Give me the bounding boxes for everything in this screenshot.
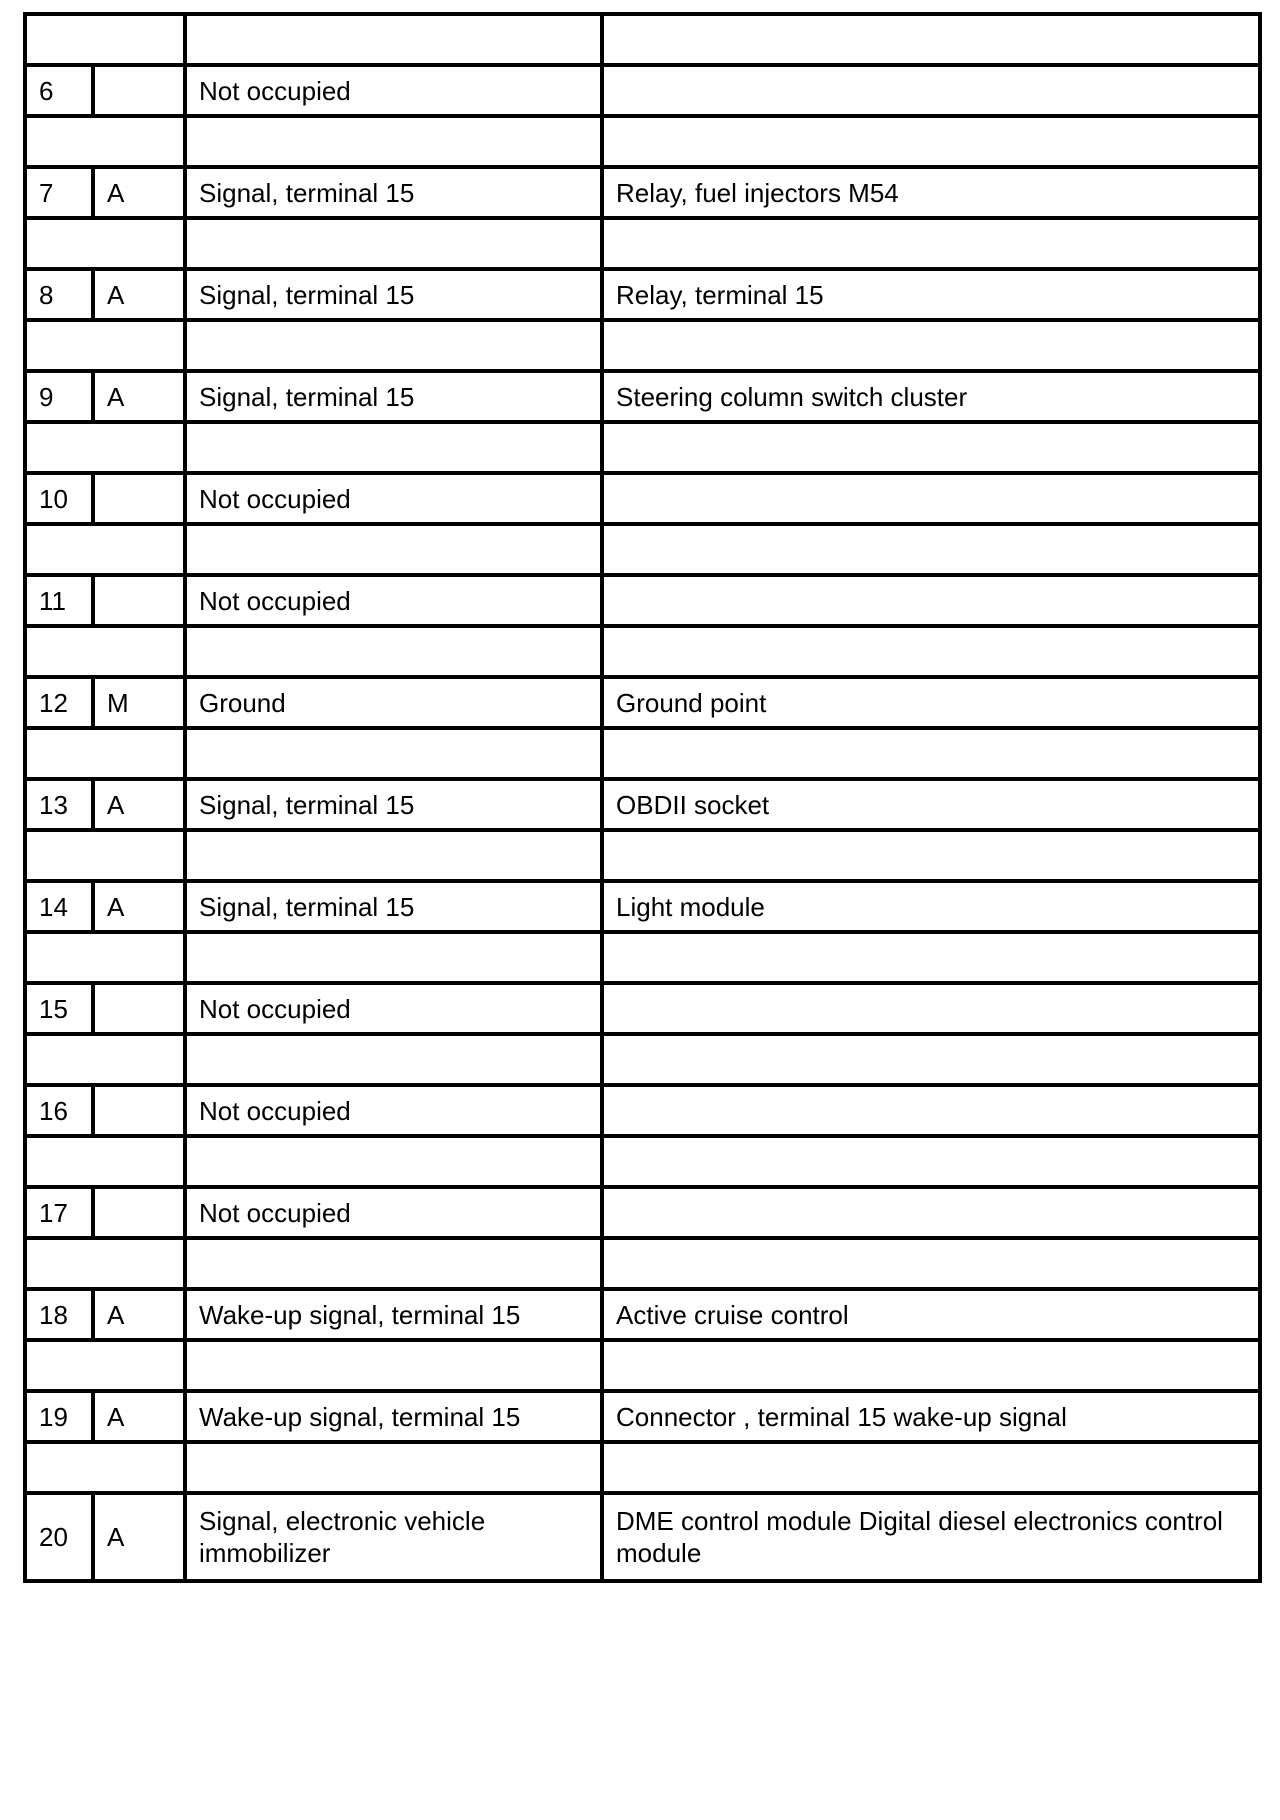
spacer-row [25,116,1260,167]
pin-type-cell: A [93,1493,185,1581]
spacer-cell [602,422,1260,473]
spacer-row [25,1340,1260,1391]
pin-type-cell [93,65,185,116]
spacer-row [25,524,1260,575]
spacer-row [25,14,1260,65]
pin-number-cell: 20 [25,1493,93,1581]
function-cell: Not occupied [185,1085,602,1136]
table-row [25,1289,1260,1340]
connection-cell [602,983,1260,1034]
pin-number-cell: 17 [25,1187,93,1238]
pin-number-cell: 10 [25,473,93,524]
connection-cell: Steering column switch cluster [602,371,1260,422]
spacer-cell [185,14,602,65]
spacer-cell [185,830,602,881]
pin-number-cell: 18 [25,1289,93,1340]
pin-number-cell: 15 [25,983,93,1034]
spacer-cell [602,14,1260,65]
spacer-cell [602,116,1260,167]
function-cell: Signal, terminal 15 [185,167,602,218]
spacer-cell [185,524,602,575]
connection-cell: Connector , terminal 15 wake-up signal [602,1391,1260,1442]
pin-type-cell: A [93,371,185,422]
spacer-cell [25,1340,185,1391]
pin-number-cell: 12 [25,677,93,728]
spacer-cell [25,830,185,881]
spacer-row [25,1238,1260,1289]
spacer-row [25,728,1260,779]
spacer-cell [602,218,1260,269]
spacer-cell [25,1034,185,1085]
function-cell: Signal, terminal 15 [185,779,602,830]
pin-type-cell: A [93,1289,185,1340]
pin-number-cell: 8 [25,269,93,320]
spacer-cell [25,1136,185,1187]
function-cell: Signal, terminal 15 [185,269,602,320]
spacer-cell [185,1238,602,1289]
table-row [25,575,1260,626]
table-row [25,677,1260,728]
table-row [25,65,1260,116]
spacer-cell [25,14,185,65]
function-cell: Not occupied [185,1187,602,1238]
function-cell: Not occupied [185,983,602,1034]
connection-cell [602,65,1260,116]
spacer-cell [602,1034,1260,1085]
pin-number-cell: 9 [25,371,93,422]
spacer-row [25,932,1260,983]
table-row [25,269,1260,320]
function-cell: Signal, electronic vehicle immobilizer [185,1493,602,1581]
function-cell: Signal, terminal 15 [185,371,602,422]
spacer-row [25,320,1260,371]
spacer-row [25,1442,1260,1493]
spacer-cell [25,320,185,371]
pin-type-cell [93,1187,185,1238]
connection-cell: OBDII socket [602,779,1260,830]
spacer-cell [602,728,1260,779]
spacer-row [25,218,1260,269]
spacer-row [25,422,1260,473]
connection-cell [602,1085,1260,1136]
table-row [25,983,1260,1034]
spacer-row [25,1136,1260,1187]
table-row [25,1493,1260,1581]
function-cell: Ground [185,677,602,728]
table-row [25,1085,1260,1136]
connection-cell [602,575,1260,626]
connection-cell: Relay, fuel injectors M54 [602,167,1260,218]
spacer-cell [25,1238,185,1289]
spacer-cell [185,1442,602,1493]
spacer-cell [25,524,185,575]
spacer-cell [602,932,1260,983]
spacer-cell [602,626,1260,677]
spacer-cell [185,1034,602,1085]
connection-cell: Ground point [602,677,1260,728]
spacer-cell [602,320,1260,371]
pin-table-body [25,14,1260,1581]
spacer-row [25,830,1260,881]
pin-number-cell: 11 [25,575,93,626]
table-row [25,779,1260,830]
pin-number-cell: 16 [25,1085,93,1136]
pin-number-cell: 6 [25,65,93,116]
pin-number-cell: 7 [25,167,93,218]
pin-type-cell: M [93,677,185,728]
connection-cell: DME control module Digital diesel electronics control module [602,1493,1260,1581]
pin-type-cell [93,473,185,524]
spacer-row [25,626,1260,677]
spacer-cell [185,932,602,983]
connection-cell [602,1187,1260,1238]
pin-type-cell [93,983,185,1034]
pin-type-cell: A [93,167,185,218]
pin-assignment-table [23,12,1262,1583]
function-cell: Not occupied [185,575,602,626]
table-row [25,371,1260,422]
spacer-cell [602,1136,1260,1187]
spacer-cell [185,116,602,167]
spacer-cell [25,116,185,167]
spacer-cell [25,932,185,983]
function-cell: Wake-up signal, terminal 15 [185,1289,602,1340]
pin-number-cell: 13 [25,779,93,830]
spacer-cell [25,728,185,779]
spacer-cell [185,1136,602,1187]
pin-number-cell: 14 [25,881,93,932]
table-row [25,1391,1260,1442]
spacer-cell [25,422,185,473]
spacer-cell [602,1238,1260,1289]
table-row [25,881,1260,932]
spacer-cell [602,524,1260,575]
spacer-cell [25,218,185,269]
spacer-cell [602,1340,1260,1391]
pin-type-cell: A [93,269,185,320]
function-cell: Not occupied [185,65,602,116]
spacer-cell [185,320,602,371]
spacer-cell [185,728,602,779]
spacer-cell [185,1340,602,1391]
connection-cell [602,473,1260,524]
pin-type-cell: A [93,1391,185,1442]
pin-type-cell [93,1085,185,1136]
table-row [25,167,1260,218]
table-row [25,473,1260,524]
pin-type-cell: A [93,779,185,830]
function-cell: Wake-up signal, terminal 15 [185,1391,602,1442]
function-cell: Signal, terminal 15 [185,881,602,932]
connection-cell: Active cruise control [602,1289,1260,1340]
spacer-cell [25,1442,185,1493]
spacer-row [25,1034,1260,1085]
spacer-cell [185,218,602,269]
spacer-cell [185,422,602,473]
pin-number-cell: 19 [25,1391,93,1442]
connection-cell: Relay, terminal 15 [602,269,1260,320]
spacer-cell [25,626,185,677]
spacer-cell [602,1442,1260,1493]
connection-cell: Light module [602,881,1260,932]
table-row [25,1187,1260,1238]
pin-type-cell [93,575,185,626]
function-cell: Not occupied [185,473,602,524]
spacer-cell [602,830,1260,881]
pin-type-cell: A [93,881,185,932]
spacer-cell [185,626,602,677]
